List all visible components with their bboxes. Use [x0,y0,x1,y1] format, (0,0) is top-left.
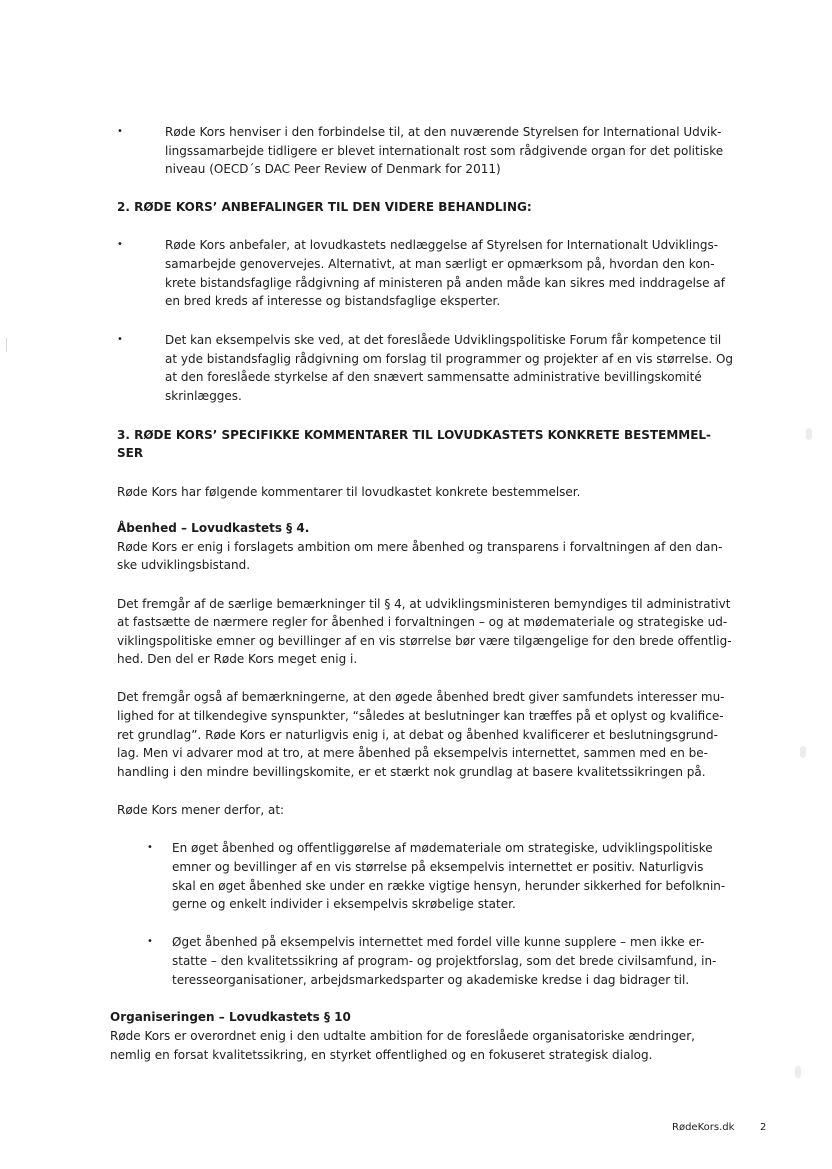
heading-line: SER [117,446,144,460]
text-line: nemlig en forsat kvalitetssikring, en styrket offentlighed og en fokuseret strategisk dialog. [110,1048,653,1062]
page-number: 2 [760,1122,767,1133]
text-line: skal en øget åbenhed ske under en række vigtige hensyn, herunder sikkerhed for befolknin- [172,879,726,893]
bullet-marker: • [147,842,153,853]
text-line: Røde Kors henviser i den forbindelse til, at den nuværende Styrelsen for International Udvik- [165,125,722,139]
heading-line: 3. RØDE KORS’ SPECIFIKKE KOMMENTARER TIL LOVUDKASTETS KONKRETE BESTEMMEL- [117,428,712,442]
text-line: viklingspolitiske emner og bevillinger af en vis størrelse bør være tilgængelige for den brede offentlig- [117,634,732,648]
text-line: Røde Kors anbefaler, at lovudkastets nedlæggelse af Styrelsen for Internationalt Udviklings- [165,238,719,252]
text-line: Det kan eksempelvis ske ved, at det foreslåede Udviklingspolitiske Forum får kompetence til [165,333,722,347]
text-line: skrinlægges. [165,389,242,403]
bullet-marker: • [117,126,123,137]
bullet-marker: • [117,334,123,345]
scan-mark [806,428,812,440]
text-line: at fastsætte de nærmere regler for åbenhed i forvaltningen – og at mødemateriale og strategiske ud- [117,615,728,629]
text-line: samarbejde genovervejes. Alternativt, at man særligt er opmærksom på, hvordan den kon- [165,257,715,271]
subheading: Organiseringen – Lovudkastets § 10 [110,1010,351,1024]
text-line: krete bistandsfaglige rådgivning af ministeren på anden måde kan sikres med inddragelse af [165,276,725,290]
text-line: emner og bevillinger af en vis størrelse på eksempelvis internettet er positiv. Naturligvis [172,860,704,874]
text-line: gerne og enkelt individer i eksempelvis skrøbelige stater. [172,897,516,911]
text-line: Det fremgår også af bemærkningerne, at den øgede åbenhed bredt giver samfundets interesser mu- [117,690,725,704]
subheading: Åbenhed – Lovudkastets § 4. [117,521,310,535]
scan-mark [800,746,806,758]
text-line: En øget åbenhed og offentliggørelse af mødemateriale om strategiske, udviklingspolitiske [172,841,713,855]
text-line: niveau (OECD´s DAC Peer Review of Denmark for 2011) [165,162,501,176]
paragraph: Røde Kors mener derfor, at: [117,803,285,817]
scan-mark [795,1066,801,1078]
footer-site: RødeKors.dk [672,1122,735,1133]
text-line: hed. Den del er Røde Kors meget enig i. [117,652,358,666]
paragraph: Røde Kors har følgende kommentarer til lovudkastet konkrete bestemmelser. [117,485,581,499]
text-line: teresseorganisationer, arbejdsmarkedsparter og akademiske kredse i dag bidrager til. [172,973,690,987]
text-line: lingssamarbejde tidligere er blevet internationalt rost som rådgivende organ for det politiske [165,144,724,158]
text-line: handling i den mindre bevillingskomite, er et stærkt nok grundlag at basere kvalitetssikringen på. [117,765,706,779]
text-line: ske udviklingsbistand. [117,558,251,572]
text-line: lag. Men vi advarer mod at tro, at mere åbenhed på eksempelvis internettet, sammen med en be- [117,746,709,760]
text-line: ret grundlag”. Røde Kors er naturligvis enig i, at debat og åbenhed kvalificerer et beslutningsgrund- [117,728,718,742]
text-line: Røde Kors er enig i forslagets ambition om mere åbenhed og transparens i forvaltningen af den dan- [117,540,723,554]
text-line: en bred kreds af interesse og bistandsfaglige eksperter. [165,294,501,308]
bullet-marker: • [117,239,123,250]
scan-mark [6,338,7,352]
text-line: at den foreslåede styrkelse af den snævert sammensatte administrative bevillingskomité [165,370,702,384]
text-line: at yde bistandsfaglig rådgivning om forslag til programmer og projekter af en vis størrelse. Og [165,352,734,366]
text-line: Øget åbenhed på eksempelvis internettet med fordel ville kunne supplere – men ikke er- [172,935,705,949]
bullet-marker: • [147,936,153,947]
section-heading: 2. RØDE KORS’ ANBEFALINGER TIL DEN VIDERE BEHANDLING: [117,200,532,214]
text-line: statte – den kvalitetssikring af program- og projektforslag, som det brede civilsamfund, in- [172,954,717,968]
text-line: Røde Kors er overordnet enig i den udtalte ambition for de foreslåede organisatoriske ændringer, [110,1029,695,1043]
text-line: Det fremgår af de særlige bemærkninger til § 4, at udviklingsministeren bemyndiges til administrativt [117,597,731,611]
text-line: lighed for at tilkendegive synspunkter, “således at beslutninger kan træffes på et oplyst og kvalifice- [117,709,724,723]
